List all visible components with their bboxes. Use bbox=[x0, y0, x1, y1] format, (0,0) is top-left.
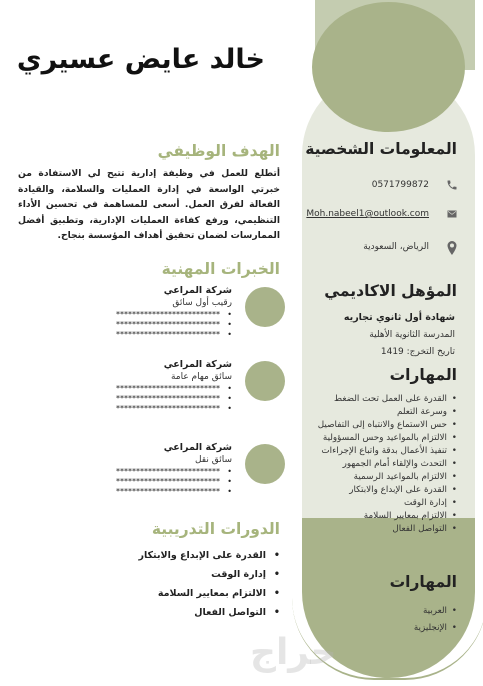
experience-item bbox=[20, 287, 280, 347]
list-item: • ************************** bbox=[116, 467, 232, 477]
watermark: حراج bbox=[250, 632, 337, 673]
experience-bullets bbox=[116, 467, 232, 497]
email-link[interactable]: Moh.nabeel1@outlook.com bbox=[306, 209, 429, 219]
location-row bbox=[314, 240, 459, 258]
experience-company: شركة المراعي bbox=[163, 359, 232, 370]
list-item: • إدارة الوقت bbox=[318, 497, 457, 510]
list-item: • ************************** bbox=[116, 477, 232, 487]
education-grad-date: تاريخ التخرج: 1419 bbox=[380, 347, 455, 357]
skills-title: المهارات bbox=[389, 366, 457, 384]
experience-marker bbox=[245, 444, 285, 484]
phone-number: 0571799872 bbox=[371, 180, 429, 190]
list-item: • ************************** bbox=[116, 487, 232, 497]
experience-company: شركة المراعي bbox=[163, 285, 232, 296]
education-title: المؤهل الاكاديمي bbox=[324, 282, 457, 300]
list-item: • القدرة على الإبداع والابتكار bbox=[318, 484, 457, 497]
objective-text: أتطلع للعمل في وظيفة إدارية تتيح لي الاستفادة من خبرتي الواسعة في إدارة العمليات والسلامة، والقيادة الفعالة لفرق العمل. أسعى للمساهمة في تحسين الأداء التنظيمي، ورفع كفاءة العمليات الإدارية، وتطبيق أفضل الممارسات لضمان تحقيق أهداف المؤسسة بنجاح. bbox=[18, 168, 280, 242]
sidebar-top-circle bbox=[312, 2, 465, 132]
list-item: • ************************** bbox=[116, 320, 232, 330]
experience-company: شركة المراعي bbox=[163, 442, 232, 453]
list-item: • التحدث والإلقاء أمام الجمهور bbox=[318, 458, 457, 471]
list-item: • الالتزام بالمواعيد وحس المسؤولية bbox=[318, 432, 457, 445]
skills-list bbox=[318, 393, 457, 536]
list-item: • القدرة على الإبداع والابتكار bbox=[139, 546, 281, 565]
phone-icon bbox=[445, 179, 459, 193]
list-item: • ************************** bbox=[116, 404, 232, 414]
experience-bullets bbox=[116, 310, 232, 340]
education-school: المدرسة الثانوية الأهلية bbox=[369, 330, 455, 340]
list-item: • الإنجليزية bbox=[414, 620, 457, 637]
list-item: • الالتزام بالمواعيد الرسمية bbox=[318, 471, 457, 484]
experience-marker bbox=[245, 287, 285, 327]
education-degree: شهادة أول ثانوي تجاريه bbox=[343, 312, 455, 323]
experience-marker bbox=[245, 361, 285, 401]
list-item: • التواصل الفعال bbox=[139, 603, 281, 622]
courses-list bbox=[139, 546, 281, 622]
phone-row bbox=[314, 178, 459, 196]
personal-info-title: المعلومات الشخصية bbox=[305, 140, 457, 158]
experience-role: رقيب أول سائق bbox=[172, 298, 232, 308]
list-item: • الالتزام بمعايير السلامة bbox=[139, 584, 281, 603]
list-item: • العربية bbox=[414, 603, 457, 620]
list-item: • الالتزام بمعايير السلامة bbox=[318, 510, 457, 523]
languages-list bbox=[414, 603, 457, 637]
languages-title: المهارات bbox=[389, 573, 457, 591]
courses-title: الدورات التدريبية bbox=[151, 520, 280, 538]
envelope-icon bbox=[445, 208, 459, 222]
location-pin-icon bbox=[445, 241, 459, 255]
experience-role: سائق مهام عامة bbox=[170, 372, 232, 382]
experience-bullets bbox=[116, 384, 232, 414]
location-text: الرياض، السعودية bbox=[363, 242, 429, 252]
list-item: • ************************** bbox=[116, 394, 232, 404]
list-item: • تنفيذ الأعمال بدقة واتباع الإجراءات bbox=[318, 445, 457, 458]
list-item: • التواصل الفعال bbox=[318, 523, 457, 536]
list-item: • ************************** bbox=[116, 310, 232, 320]
experience-title: الخبرات المهنية bbox=[161, 260, 280, 278]
experience-item bbox=[20, 361, 280, 421]
list-item: • وسرعة التعلم bbox=[318, 406, 457, 419]
list-item: • إدارة الوقت bbox=[139, 565, 281, 584]
list-item: • القدرة على العمل تحت الضغط bbox=[318, 393, 457, 406]
list-item: • حس الاستماع والانتباه إلى التفاصيل bbox=[318, 419, 457, 432]
list-item: • ************************** bbox=[116, 384, 232, 394]
email-row bbox=[306, 207, 459, 225]
experience-item bbox=[20, 444, 280, 504]
objective-title: الهدف الوظيفي bbox=[157, 142, 280, 160]
experience-role: سائق نقل bbox=[194, 455, 232, 465]
person-name: خالد عايض عسيري bbox=[16, 44, 265, 75]
list-item: • ************************** bbox=[116, 330, 232, 340]
